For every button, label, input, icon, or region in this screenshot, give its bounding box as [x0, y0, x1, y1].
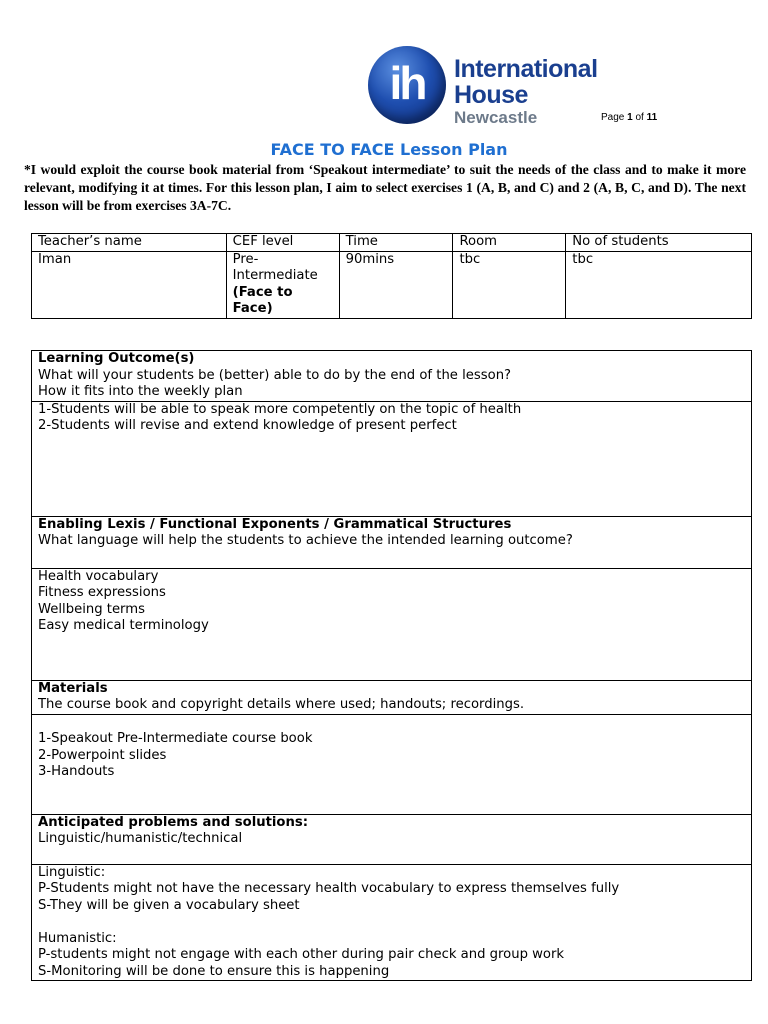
lexis-item: Health vocabulary [38, 568, 159, 584]
material-item: 3-Handouts [38, 764, 115, 779]
materials-prompt: The course book and copyright details where used; handouts; recordings. [38, 697, 525, 712]
linguistic-solution: S-They will be given a vocabulary sheet [38, 897, 300, 913]
header-students: No of students [566, 234, 752, 252]
student-count: tbc [566, 251, 752, 318]
ih-logo-icon [368, 46, 446, 124]
linguistic-problem: P-Students might not have the necessary health vocabulary to express themselves fully [38, 881, 620, 896]
cef-level: Pre- Intermediate (Face to Face) [226, 251, 339, 318]
humanistic-solution: S-Monitoring will be done to ensure this is happening [38, 963, 390, 979]
outcomes-heading-row [32, 351, 752, 402]
lexis-item: Wellbeing terms [38, 601, 145, 617]
materials-heading-row [32, 680, 752, 714]
logo-letters: ih [389, 57, 425, 109]
problems-prompt: Linguistic/humanistic/technical [38, 831, 243, 846]
materials-heading: Materials [38, 680, 108, 696]
header-room: Room [453, 234, 566, 252]
info-header-row [32, 234, 752, 252]
header-teacher: Teacher’s name [32, 234, 227, 252]
brand-name [454, 56, 598, 128]
humanistic-problem: P-students might not engage with each other during pair check and group work [38, 947, 565, 962]
brand-line-2: House [454, 81, 528, 109]
problems-heading-row [32, 814, 752, 864]
outcome-item: 1-Students will be able to speak more competently on the topic of health [38, 401, 522, 417]
header-level: CEF level [226, 234, 339, 252]
teacher-name: Iman [32, 251, 227, 318]
lexis-item: Easy medical terminology [38, 618, 209, 633]
problems-content-row [32, 864, 752, 981]
problems-heading: Anticipated problems and solutions: [38, 814, 308, 830]
outcome-item: 2-Students will revise and extend knowledge of present perfect [38, 418, 457, 433]
lesson-time: 90mins [339, 251, 453, 318]
linguistic-label: Linguistic: [38, 864, 106, 880]
outcomes-prompt-1: What will your students be (better) able to do by the end of the lesson? [38, 367, 512, 383]
materials-content-row [32, 714, 752, 814]
brand-line-3: Newcastle [454, 108, 538, 127]
page-number: Page 1 of 11 [601, 112, 658, 123]
lexis-content-row [32, 568, 752, 680]
lexis-item: Fitness expressions [38, 585, 166, 600]
humanistic-label: Humanistic: [38, 930, 117, 946]
lexis-heading: Enabling Lexis / Functional Exponents / Grammatical Structures [38, 516, 512, 532]
info-value-row [32, 251, 752, 318]
material-item: 1-Speakout Pre-Intermediate course book [38, 731, 313, 746]
outcomes-content-row [32, 401, 752, 516]
outcomes-heading: Learning Outcome(s) [38, 351, 195, 366]
lesson-plan-table [31, 350, 752, 981]
page-title: FACE TO FACE Lesson Plan [270, 140, 508, 159]
brand-line-1: International [454, 55, 598, 83]
header-time: Time [339, 234, 453, 252]
lexis-prompt: What language will help the students to achieve the intended learning outcome? [38, 533, 573, 548]
lesson-room: tbc [453, 251, 566, 318]
material-item: 2-Powerpoint slides [38, 747, 167, 763]
lexis-heading-row [32, 516, 752, 568]
lesson-info-table [31, 233, 752, 319]
intro-paragraph: *I would exploit the course book material from ‘Speakout intermediate’ to suit the needs of the class and to make it more relevant, modifying it at times. For this lesson plan, I aim to select exercises 1 (A, B, and C) and 2 (A, B, C, and D). The next lesson will be from exercises 3A-7C. [24, 162, 746, 213]
outcomes-prompt-2: How it fits into the weekly plan [38, 384, 243, 399]
